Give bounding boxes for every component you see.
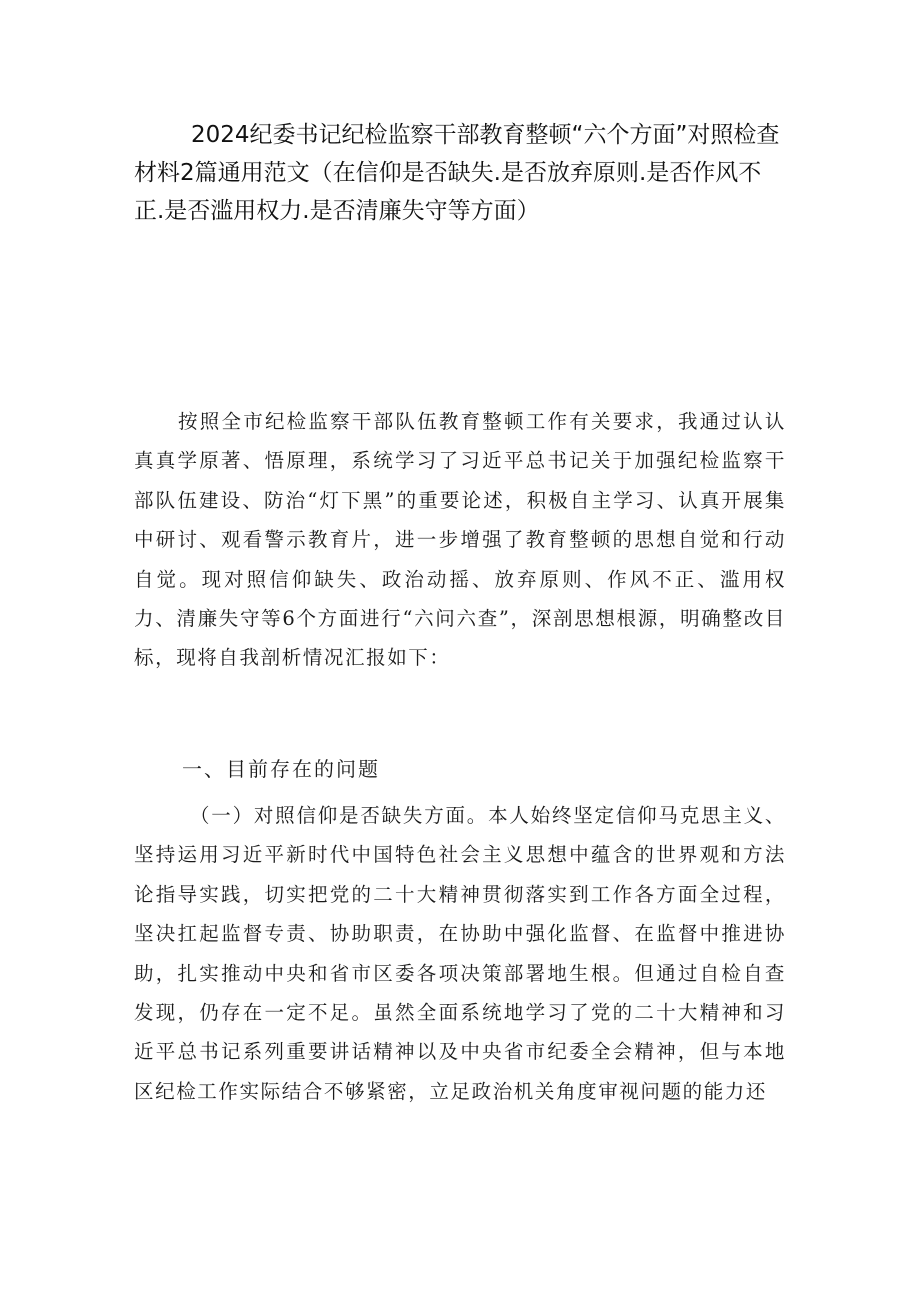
section-paragraph-faith: （一）对照信仰是否缺失方面。本人始终坚定信仰马克思主义、坚持运用习近平新时代中国特色社会主义思想中蕴含的世界观和方法论指导实践，切实把党的二十大精神贯彻落实到工作各方面全过程，坚决扛起监督专责、协助职责，在协助中强化监督、在监督中推进协助，扎实推动中央和省市区委各项决策部署地生根。但通过自检自查发现，仍存在一定不足。虽然全面系统地学习了党的二十大精神和习近平总书记系列重要讲话精神以及中央省市纪委全会精神，但与本地区纪检工作实际结合不够紧密，立足政治机关角度审视问题的能力还 [134, 804, 786, 1103]
section-heading-problems: 一、目前存在的问题 [182, 757, 380, 781]
document-title: 2024纪委书记纪检监察干部教育整顿“六个方面”对照检查材料2篇通用范文（在信仰是否缺失.是否放弃原则.是否作风不正.是否滥用权力.是否清廉失守等方面） [134, 122, 780, 224]
intro-paragraph: 按照全市纪检监察干部队伍教育整顿工作有关要求，我通过认认真真学原著、悟原理，系统学习了习近平总书记关于加强纪检监察干部队伍建设、防治“灯下黑”的重要论述，积极自主学习、认真开展集中研讨、观看警示教育片，进一步增强了教育整顿的思想自觉和行动自觉。现对照信仰缺失、政治动摇、放弃原则、作风不正、滥用权力、清廉失守等6个方面进行“六问六查”，深剖思想根源，明确整改目标，现将自我剖析情况汇报如下： [134, 410, 786, 670]
